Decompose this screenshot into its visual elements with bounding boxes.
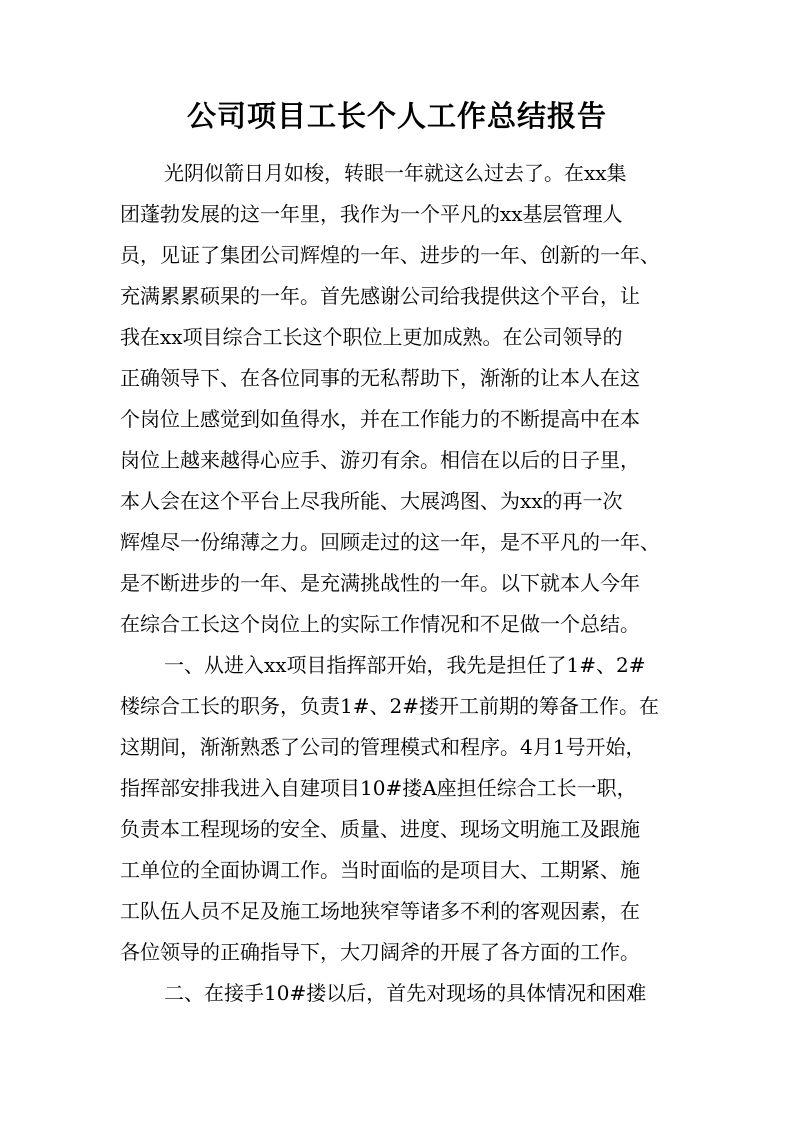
text-line: 工队伍人员不足及施工场地狭窄等诸多不利的客观因素，在 (120, 899, 640, 923)
text-line: 个岗位上感觉到如鱼得水，并在工作能力的不断提高中在本 (120, 407, 640, 431)
text-line: 各位领导的正确指导下，大刀阔斧的开展了各方面的工作。 (120, 940, 640, 964)
text-line: 工单位的全面协调工作。当时面临的是项目大、工期紧、施 (120, 858, 640, 882)
text-line: 指挥部安排我进入自建项目10#搂A座担任综合工长一职， (120, 776, 637, 800)
text-line: 我在xx项目综合工长这个职位上更加成熟。在公司领导的 (120, 325, 623, 349)
text-line: 充满累累硕果的一年。首先感谢公司给我提供这个平台，让 (120, 284, 640, 308)
text-line: 岗位上越来越得心应手、游刃有余。相信在以后的日子里， (120, 448, 640, 472)
text-line: 员，见证了集团公司辉煌的一年、进步的一年、创新的一年、 (120, 243, 660, 267)
text-line: 一、从进入xx项目指挥部开始，我先是担任了1#、2# (164, 653, 646, 677)
text-line: 二、在接手10#搂以后，首先对现场的具体情况和困难 (164, 981, 647, 1005)
text-line: 楼综合工长的职务，负责1#、2#搂开工前期的筹备工作。在 (120, 694, 659, 718)
text-line: 本人会在这个平台上尽我所能、大展鸿图、为xx的再一次 (120, 489, 623, 513)
text-line: 光阴似箭日月如梭，转眼一年就这么过去了。在xx集 (164, 161, 627, 185)
document-title: 公司项目工长个人工作总结报告 (186, 99, 607, 133)
text-line: 辉煌尽一份绵薄之力。回顾走过的这一年，是不平凡的一年、 (120, 530, 660, 554)
text-line: 在综合工长这个岗位上的实际工作情况和不足做一个总结。 (120, 612, 640, 636)
text-line: 这期间，渐渐熟悉了公司的管理模式和程序。4月1号开始， (120, 735, 646, 759)
text-line: 是不断进步的一年、是充满挑战性的一年。以下就本人今年 (120, 571, 640, 595)
document-body (120, 153, 690, 1014)
text-line: 正确领导下、在各位同事的无私帮助下，渐渐的让本人在这 (120, 366, 640, 390)
text-line: 负责本工程现场的安全、质量、进度、现场文明施工及跟施 (120, 817, 640, 841)
text-line: 团蓬勃发展的这一年里，我作为一个平凡的xx基层管理人 (120, 202, 623, 226)
